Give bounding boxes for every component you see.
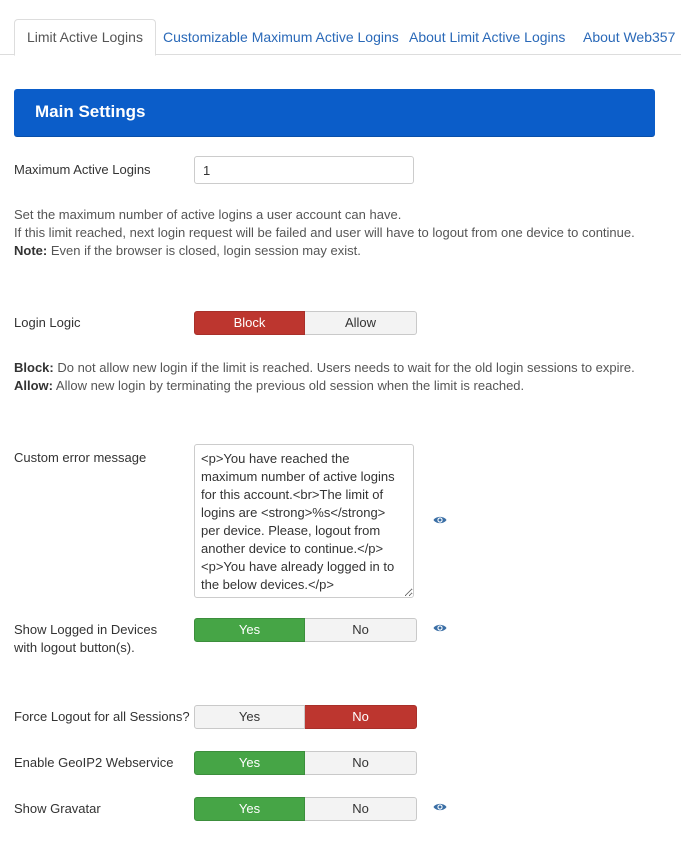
block-description	[14, 359, 635, 377]
gravatar-label: Show Gravatar	[14, 801, 101, 816]
note-text: Even if the browser is closed, login session may exist.	[47, 243, 361, 258]
custom-error-label: Custom error message	[14, 450, 147, 465]
max-logins-note	[14, 242, 635, 260]
section-header	[14, 89, 655, 137]
note-label: Note:	[14, 243, 48, 258]
block-label: Block:	[14, 360, 54, 375]
login-logic-description	[14, 359, 635, 395]
eye-icon[interactable]	[433, 515, 447, 525]
login-logic-block-option[interactable]: Block	[194, 311, 305, 335]
force-logout-yes[interactable]: Yes	[194, 705, 305, 729]
tab-about-web357[interactable]: About Web357	[583, 29, 676, 45]
force-logout-label: Force Logout for all Sessions?	[14, 709, 190, 724]
section-title: Main Settings	[35, 102, 146, 121]
tab-customizable-maximum-active-logins[interactable]: Customizable Maximum Active Logins	[163, 29, 399, 45]
show-logged-devices-label	[14, 621, 157, 657]
geoip-toggle	[194, 751, 417, 775]
show-logged-devices-label-line2: with logout button(s).	[14, 640, 135, 655]
max-logins-label: Maximum Active Logins	[14, 162, 151, 177]
geoip-yes[interactable]: Yes	[194, 751, 305, 775]
force-logout-toggle	[194, 705, 417, 729]
tab-about-limit-active-logins[interactable]: About Limit Active Logins	[409, 29, 566, 45]
allow-label: Allow:	[14, 378, 53, 393]
settings-tabs	[0, 0, 681, 55]
show-logged-devices-label-line1: Show Logged in Devices	[14, 622, 158, 637]
login-logic-allow-option[interactable]: Allow	[305, 311, 417, 335]
show-logged-devices-yes[interactable]: Yes	[194, 618, 305, 642]
gravatar-toggle	[194, 797, 417, 821]
geoip-label: Enable GeoIP2 Webservice	[14, 755, 174, 770]
allow-description	[14, 377, 635, 395]
eye-icon[interactable]	[433, 623, 447, 633]
gravatar-no[interactable]: No	[305, 797, 417, 821]
login-logic-label: Login Logic	[14, 315, 81, 330]
max-logins-description	[14, 206, 635, 260]
tab-limit-active-logins[interactable]: Limit Active Logins	[14, 19, 156, 56]
custom-error-textarea[interactable]	[194, 444, 414, 598]
force-logout-no[interactable]: No	[305, 705, 417, 729]
login-logic-toggle	[194, 311, 417, 335]
max-logins-desc-line2: If this limit reached, next login request will be failed and user will have to logout from one device to continue.	[14, 225, 635, 240]
show-logged-devices-toggle	[194, 618, 417, 642]
show-logged-devices-no[interactable]: No	[305, 618, 417, 642]
allow-text: Allow new login by terminating the previous old session when the limit is reached.	[53, 378, 525, 393]
max-logins-desc-line1: Set the maximum number of active logins a user account can have.	[14, 207, 402, 222]
gravatar-yes[interactable]: Yes	[194, 797, 305, 821]
eye-icon[interactable]	[433, 802, 447, 812]
max-logins-input[interactable]	[194, 156, 414, 184]
block-text: Do not allow new login if the limit is reached. Users needs to wait for the old login sessions to expire.	[53, 360, 635, 375]
geoip-no[interactable]: No	[305, 751, 417, 775]
